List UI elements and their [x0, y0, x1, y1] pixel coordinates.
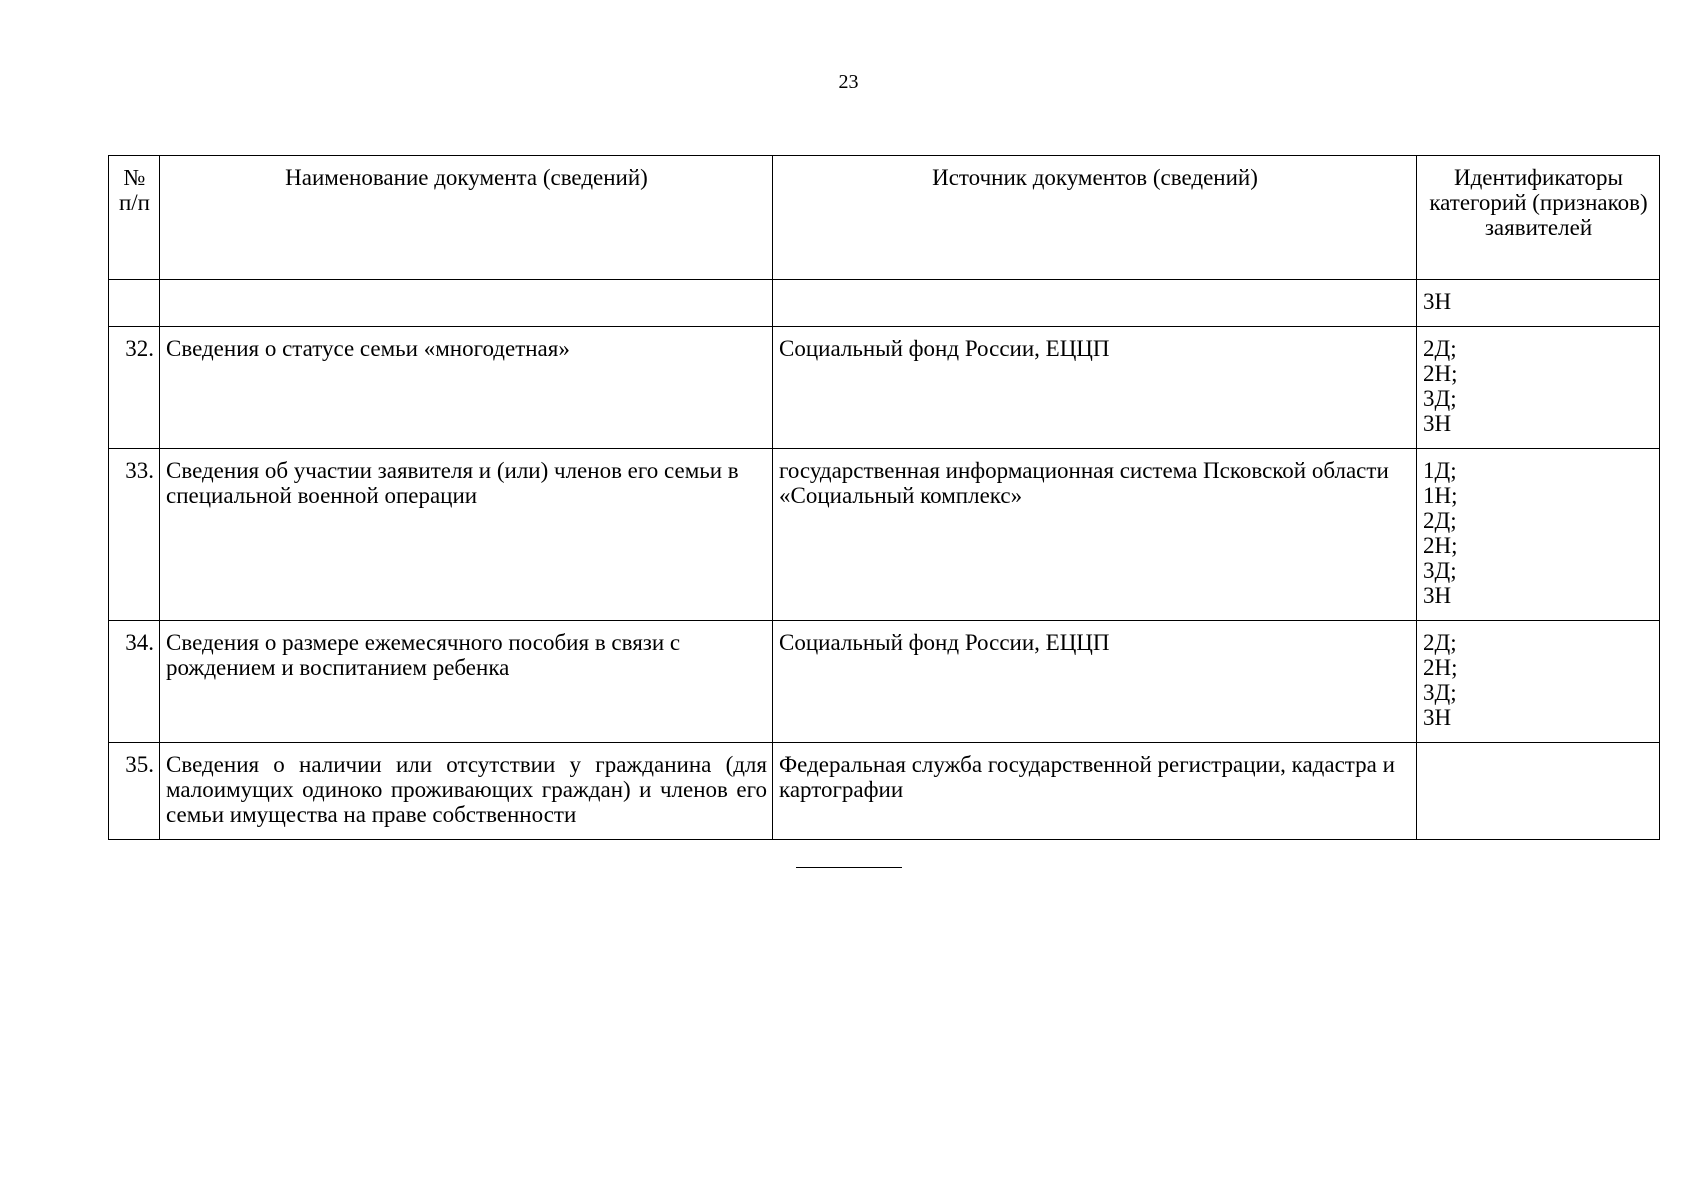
- row-num: [109, 280, 160, 327]
- row-source: Социальный фонд России, ЕЦЦП: [773, 621, 1417, 743]
- header-ids-label: Идентификаторы категорий (признаков) заявителей: [1429, 165, 1648, 240]
- row-id: 2Н;: [1423, 655, 1458, 680]
- row-name: Сведения о статусе семьи «многодетная»: [160, 327, 773, 449]
- row-id: 1Н;: [1423, 483, 1458, 508]
- row-id: 3Н: [1423, 705, 1452, 730]
- row-source: государственная информационная система Псковской области «Социальный комплекс»: [773, 449, 1417, 621]
- header-num: [109, 156, 160, 280]
- row-id: 3Н: [1423, 289, 1452, 314]
- row-name: Сведения об участии заявителя и (или) членов его семьи в специальной военной операции: [160, 449, 773, 621]
- row-id: 2Д;: [1423, 508, 1457, 533]
- header-source-label: Источник документов (сведений): [932, 165, 1258, 190]
- row-id: 1Д;: [1423, 458, 1457, 483]
- header-ids: [1417, 156, 1660, 280]
- table-header-row: [109, 156, 1660, 280]
- row-num: 34.: [109, 621, 160, 743]
- row-num: 33.: [109, 449, 160, 621]
- row-num: 32.: [109, 327, 160, 449]
- end-of-table-line: [796, 867, 902, 868]
- row-num: 35.: [109, 743, 160, 840]
- row-name: Сведения о размере ежемесячного пособия в связи с рождением и воспитанием ребенка: [160, 621, 773, 743]
- row-ids: [1417, 327, 1660, 449]
- row-name: Сведения о наличии или отсутствии у гражданина (для малоимущих одиноко проживающих граждан) и членов его семьи имущества на праве собственности: [160, 743, 773, 840]
- row-ids: [1417, 743, 1660, 840]
- table-row: [109, 621, 1660, 743]
- table-row: [109, 327, 1660, 449]
- header-name: [160, 156, 773, 280]
- row-ids: [1417, 621, 1660, 743]
- row-id: 3Н: [1423, 583, 1452, 608]
- row-source: Федеральная служба государственной регистрации, кадастра и картографии: [773, 743, 1417, 840]
- row-ids: [1417, 449, 1660, 621]
- row-ids: [1417, 280, 1660, 327]
- row-id: 2Н;: [1423, 533, 1458, 558]
- row-id: 3Н: [1423, 411, 1452, 436]
- header-name-label: Наименование документа (сведений): [285, 165, 648, 190]
- row-id: 3Д;: [1423, 680, 1457, 705]
- row-source: Социальный фонд России, ЕЦЦП: [773, 327, 1417, 449]
- row-id: 3Д;: [1423, 386, 1457, 411]
- row-id: 3Д;: [1423, 558, 1457, 583]
- row-name: [160, 280, 773, 327]
- row-source: [773, 280, 1417, 327]
- row-id: 2Н;: [1423, 361, 1458, 386]
- page-number: 23: [838, 71, 859, 93]
- table-row: [109, 743, 1660, 840]
- header-num-label: № п/п: [118, 165, 150, 215]
- table-row: [109, 449, 1660, 621]
- row-id: 2Д;: [1423, 630, 1457, 655]
- table-row: [109, 280, 1660, 327]
- row-id: 2Д;: [1423, 336, 1457, 361]
- documents-table: [108, 155, 1660, 840]
- header-source: [773, 156, 1417, 280]
